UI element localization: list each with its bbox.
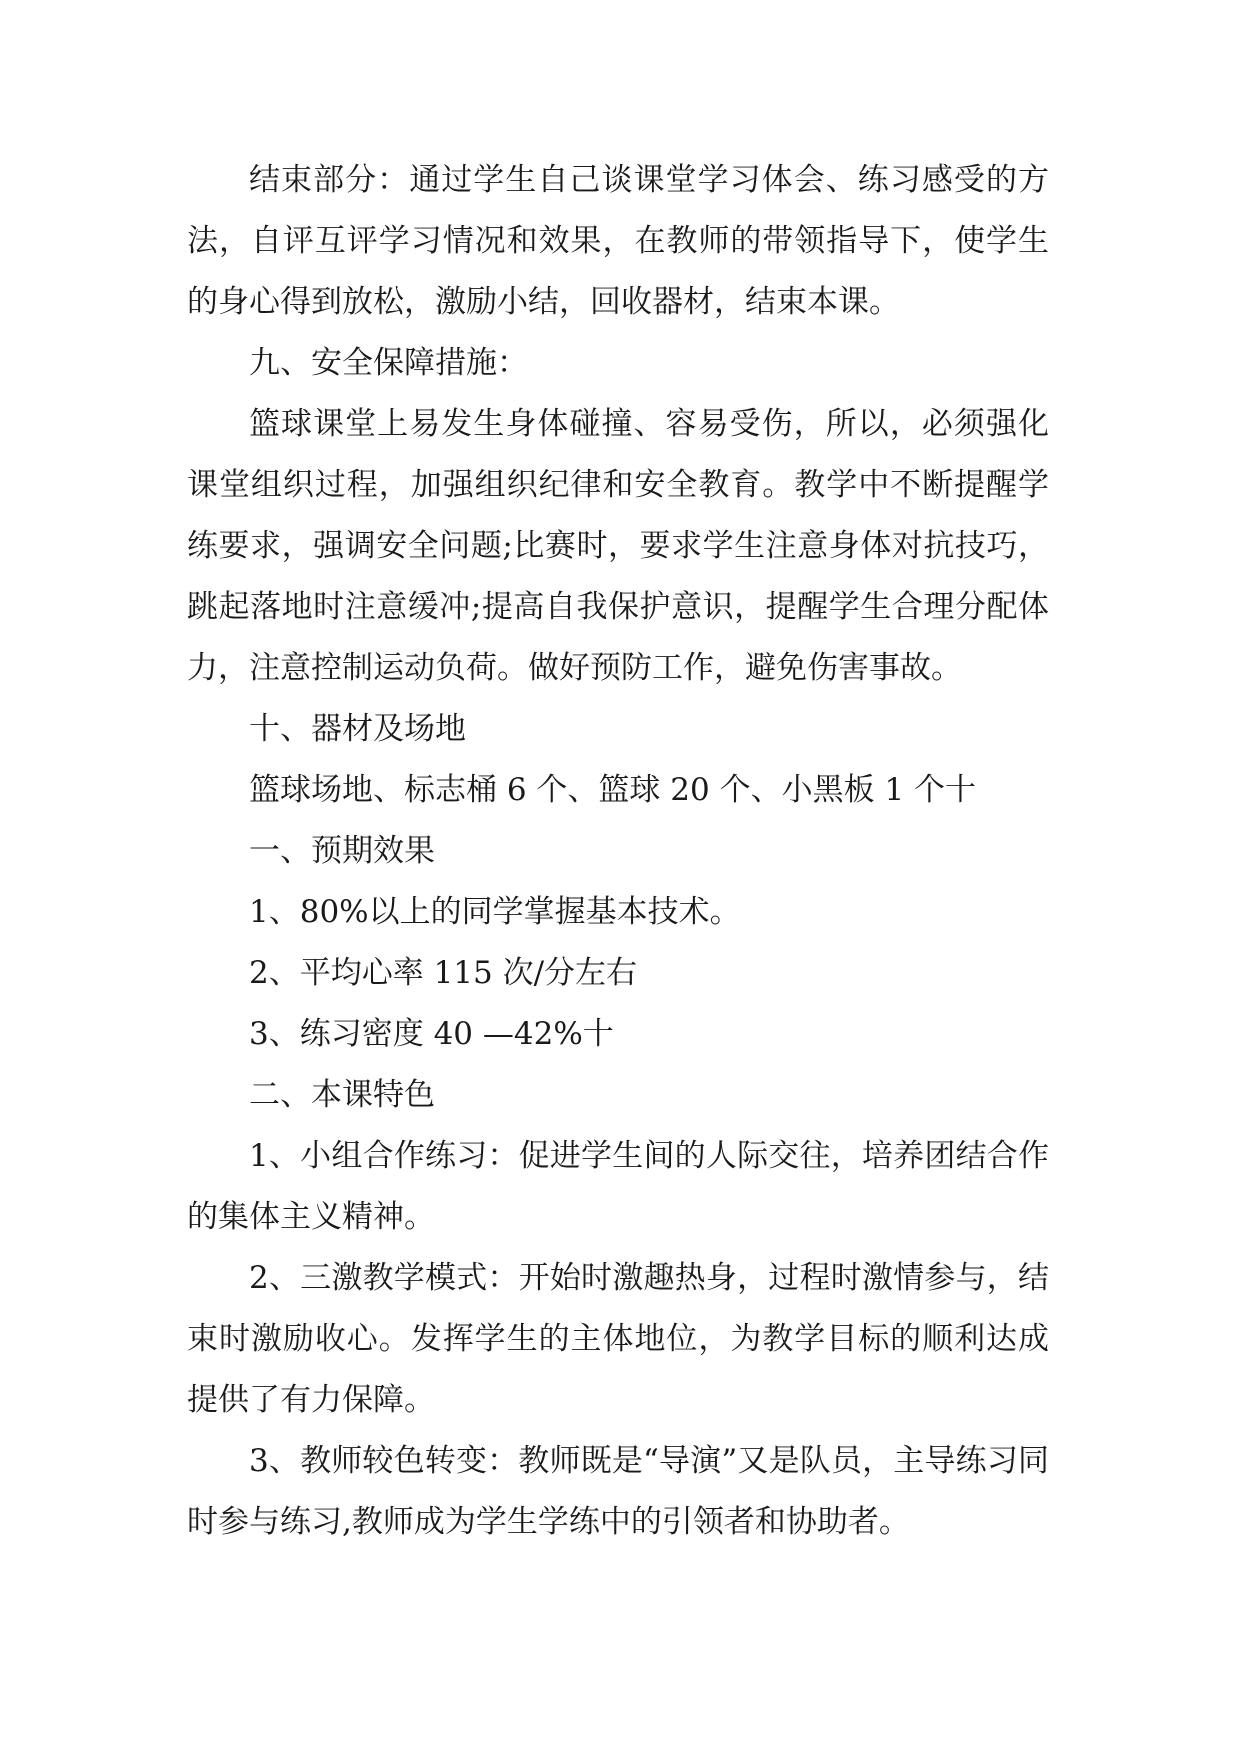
list-item-result-1: 1、80%以上的同学掌握基本技术。 [249, 894, 741, 930]
paragraph-equipment-list: 篮球场地、标志桶 6 个、篮球 20 个、小黑板 1 个十 [249, 772, 977, 808]
heading-course-features: 二、本课特色 [249, 1077, 435, 1113]
list-item-result-2: 2、平均心率 115 次/分左右 [249, 955, 638, 991]
list-item-result-3: 3、练习密度 40 —42%十 [249, 1016, 614, 1052]
paragraph-safety-details: 篮球课堂上易发生身体碰撞、容易受伤，所以，必须强化课堂组织过程，加强组织纪律和安全教育。教学中不断提醒学练要求，强调安全问题;比赛时，要求学生注意身体对抗技巧，跳起落地时注意缓冲;提高自我保护意识，提醒学生合理分配体力，注意控制运动负荷。做好预防工作，避免伤害事故。 [187, 406, 1049, 686]
heading-safety-measures: 九、安全保障措施： [249, 345, 528, 381]
paragraph-closing-section: 结束部分：通过学生自己谈课堂学习体会、练习感受的方法，自评互评学习情况和效果，在教师的带领指导下，使学生的身心得到放松，激励小结，回收器材，结束本课。 [187, 162, 1049, 320]
list-item-feature-2: 2、三激教学模式：开始时激趣热身，过程时激情参与，结束时激励收心。发挥学生的主体地位，为教学目标的顺利达成提供了有力保障。 [187, 1260, 1049, 1418]
list-item-feature-3: 3、教师较色转变：教师既是“导演”又是队员，主导练习同时参与练习,教师成为学生学练中的引领者和协助者。 [187, 1443, 1049, 1540]
heading-equipment-venue: 十、器材及场地 [249, 711, 466, 747]
list-item-feature-1: 1、小组合作练习：促进学生间的人际交往，培养团结合作的集体主义精神。 [187, 1138, 1049, 1235]
heading-expected-results: 一、预期效果 [249, 833, 435, 869]
